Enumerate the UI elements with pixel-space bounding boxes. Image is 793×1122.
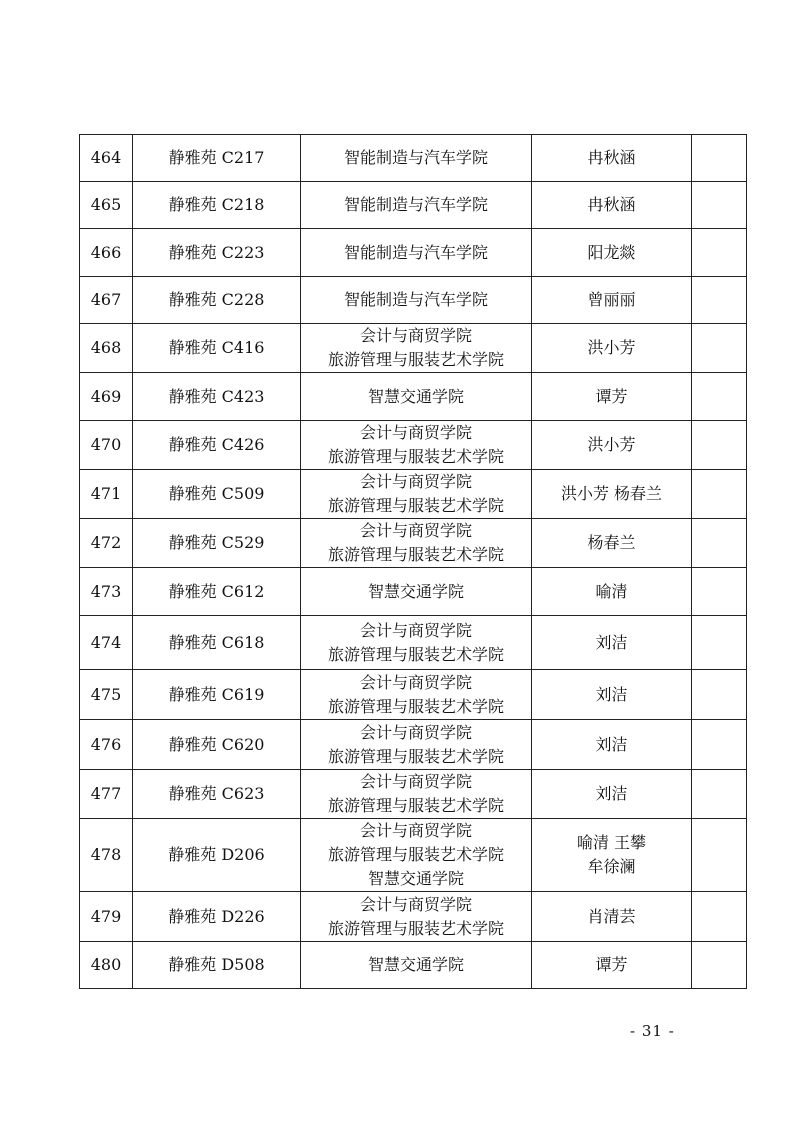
cell-note [692, 373, 747, 421]
cell-teacher-line: 阳龙燚 [587, 242, 636, 262]
table-row [80, 568, 747, 616]
cell-note [692, 182, 747, 229]
cell-number: 480 [80, 942, 133, 989]
cell-college-line: 会计与商贸学院 [359, 722, 472, 742]
cell-number: 470 [80, 421, 133, 470]
cell-teacher-line: 喻清 王攀 [576, 833, 647, 852]
cell-room: 静雅苑 D508 [133, 942, 301, 989]
cell-teacher-line: 洪小芳 [587, 338, 636, 357]
cell-teacher [532, 229, 692, 277]
cell-college-line: 智能制造与汽车学院 [343, 195, 488, 214]
cell-room: 静雅苑 D226 [133, 892, 301, 942]
table-row [80, 373, 747, 421]
cell-note [692, 616, 747, 670]
cell-college [301, 324, 532, 373]
cell-college [301, 421, 532, 470]
cell-teacher [532, 421, 692, 470]
cell-teacher-line: 刘洁 [595, 684, 628, 704]
cell-college-line: 智慧交通学院 [367, 386, 464, 406]
cell-room: 静雅苑 C217 [133, 135, 301, 182]
table-row [80, 229, 747, 277]
cell-college [301, 942, 532, 989]
cell-college-line: 旅游管理与服装艺术学院 [327, 796, 504, 815]
cell-number: 466 [80, 229, 133, 277]
cell-college-line: 旅游管理与服装艺术学院 [327, 746, 504, 766]
cell-teacher [532, 182, 692, 229]
table-row [80, 182, 747, 229]
cell-college [301, 135, 532, 182]
cell-note [692, 519, 747, 568]
cell-college [301, 470, 532, 519]
cell-note [692, 568, 747, 616]
cell-college-line: 智慧交通学院 [367, 869, 464, 888]
cell-number: 477 [80, 770, 133, 819]
cell-teacher-line: 曾丽丽 [587, 290, 636, 309]
cell-room: 静雅苑 C620 [133, 720, 301, 770]
cell-college-line: 智能制造与汽车学院 [343, 148, 488, 167]
cell-teacher-line: 谭芳 [595, 386, 628, 406]
table-row [80, 135, 747, 182]
cell-note [692, 819, 747, 892]
cell-teacher [532, 324, 692, 373]
cell-college-line: 智慧交通学院 [367, 581, 464, 601]
cell-room: 静雅苑 C623 [133, 770, 301, 819]
cell-college-line: 旅游管理与服装艺术学院 [327, 496, 504, 515]
page-number: - 31 - [630, 1022, 675, 1040]
cell-number: 475 [80, 670, 133, 720]
cell-teacher [532, 519, 692, 568]
cell-note [692, 470, 747, 519]
cell-number: 465 [80, 182, 133, 229]
table-row [80, 770, 747, 819]
cell-college-line: 会计与商贸学院 [359, 521, 472, 540]
cell-number: 472 [80, 519, 133, 568]
cell-number: 473 [80, 568, 133, 616]
cell-college [301, 277, 532, 324]
cell-college-line: 会计与商贸学院 [359, 772, 472, 791]
cell-college-line: 旅游管理与服装艺术学院 [327, 447, 504, 466]
cell-number: 476 [80, 720, 133, 770]
cell-college-line: 会计与商贸学院 [359, 672, 472, 692]
dormitory-assignment-table [79, 134, 747, 989]
cell-teacher-line: 洪小芳 杨春兰 [560, 484, 663, 503]
cell-teacher [532, 819, 692, 892]
cell-teacher-line: 喻清 [595, 581, 628, 601]
cell-college-line: 智慧交通学院 [367, 955, 464, 974]
cell-college-line: 会计与商贸学院 [359, 821, 472, 840]
cell-teacher-line: 冉秋涵 [587, 148, 636, 167]
table-row [80, 942, 747, 989]
table-row [80, 324, 747, 373]
cell-college [301, 720, 532, 770]
cell-college-line: 会计与商贸学院 [359, 620, 472, 640]
cell-note [692, 892, 747, 942]
cell-teacher [532, 892, 692, 942]
cell-teacher-line: 刘洁 [595, 632, 628, 652]
cell-note [692, 324, 747, 373]
cell-room: 静雅苑 C619 [133, 670, 301, 720]
cell-room: 静雅苑 C223 [133, 229, 301, 277]
cell-college [301, 229, 532, 277]
cell-number: 467 [80, 277, 133, 324]
table-body [80, 135, 747, 989]
cell-note [692, 229, 747, 277]
cell-teacher [532, 568, 692, 616]
cell-teacher [532, 135, 692, 182]
cell-room: 静雅苑 C612 [133, 568, 301, 616]
cell-note [692, 770, 747, 819]
cell-teacher [532, 720, 692, 770]
cell-note [692, 277, 747, 324]
cell-college [301, 819, 532, 892]
table-row [80, 470, 747, 519]
cell-teacher-line: 杨春兰 [587, 533, 636, 552]
cell-note [692, 421, 747, 470]
cell-teacher [532, 942, 692, 989]
cell-number: 468 [80, 324, 133, 373]
cell-room: 静雅苑 C618 [133, 616, 301, 670]
cell-teacher [532, 616, 692, 670]
cell-teacher [532, 670, 692, 720]
table-row [80, 616, 747, 670]
cell-college [301, 182, 532, 229]
cell-teacher-line: 冉秋涵 [587, 195, 636, 214]
cell-college-line: 旅游管理与服装艺术学院 [327, 644, 504, 664]
cell-college-line: 会计与商贸学院 [359, 472, 472, 491]
cell-teacher-line: 谭芳 [595, 955, 628, 974]
cell-note [692, 720, 747, 770]
cell-college-line: 旅游管理与服装艺术学院 [327, 845, 504, 864]
cell-room: 静雅苑 C509 [133, 470, 301, 519]
table-row [80, 720, 747, 770]
cell-number: 464 [80, 135, 133, 182]
cell-college-line: 旅游管理与服装艺术学院 [327, 350, 504, 369]
cell-room: 静雅苑 C218 [133, 182, 301, 229]
cell-number: 469 [80, 373, 133, 421]
cell-number: 471 [80, 470, 133, 519]
cell-college-line: 会计与商贸学院 [359, 326, 472, 345]
cell-room: 静雅苑 D206 [133, 819, 301, 892]
cell-number: 479 [80, 892, 133, 942]
cell-teacher-line: 牟徐澜 [587, 857, 636, 876]
cell-college [301, 670, 532, 720]
cell-college [301, 519, 532, 568]
cell-teacher [532, 770, 692, 819]
cell-room: 静雅苑 C426 [133, 421, 301, 470]
cell-college [301, 568, 532, 616]
cell-teacher [532, 277, 692, 324]
cell-teacher [532, 373, 692, 421]
cell-college [301, 373, 532, 421]
cell-college-line: 智能制造与汽车学院 [343, 290, 488, 309]
cell-room: 静雅苑 C423 [133, 373, 301, 421]
cell-room: 静雅苑 C529 [133, 519, 301, 568]
cell-college-line: 智能制造与汽车学院 [343, 242, 488, 262]
table-row [80, 519, 747, 568]
table-row [80, 421, 747, 470]
cell-note [692, 942, 747, 989]
table-row [80, 277, 747, 324]
cell-college [301, 770, 532, 819]
cell-number: 478 [80, 819, 133, 892]
cell-teacher-line: 洪小芳 [587, 435, 636, 454]
cell-college [301, 616, 532, 670]
cell-teacher [532, 470, 692, 519]
cell-college-line: 旅游管理与服装艺术学院 [327, 918, 504, 938]
cell-room: 静雅苑 C416 [133, 324, 301, 373]
cell-college-line: 旅游管理与服装艺术学院 [327, 696, 504, 716]
cell-college-line: 会计与商贸学院 [359, 423, 472, 442]
cell-note [692, 135, 747, 182]
cell-teacher-line: 刘洁 [595, 734, 628, 754]
table-row [80, 670, 747, 720]
table-row [80, 819, 747, 892]
table-row [80, 892, 747, 942]
cell-note [692, 670, 747, 720]
cell-room: 静雅苑 C228 [133, 277, 301, 324]
cell-college-line: 会计与商贸学院 [359, 894, 472, 914]
cell-number: 474 [80, 616, 133, 670]
cell-teacher-line: 肖清芸 [587, 906, 636, 926]
cell-college [301, 892, 532, 942]
cell-college-line: 旅游管理与服装艺术学院 [327, 545, 504, 564]
cell-teacher-line: 刘洁 [595, 784, 628, 803]
